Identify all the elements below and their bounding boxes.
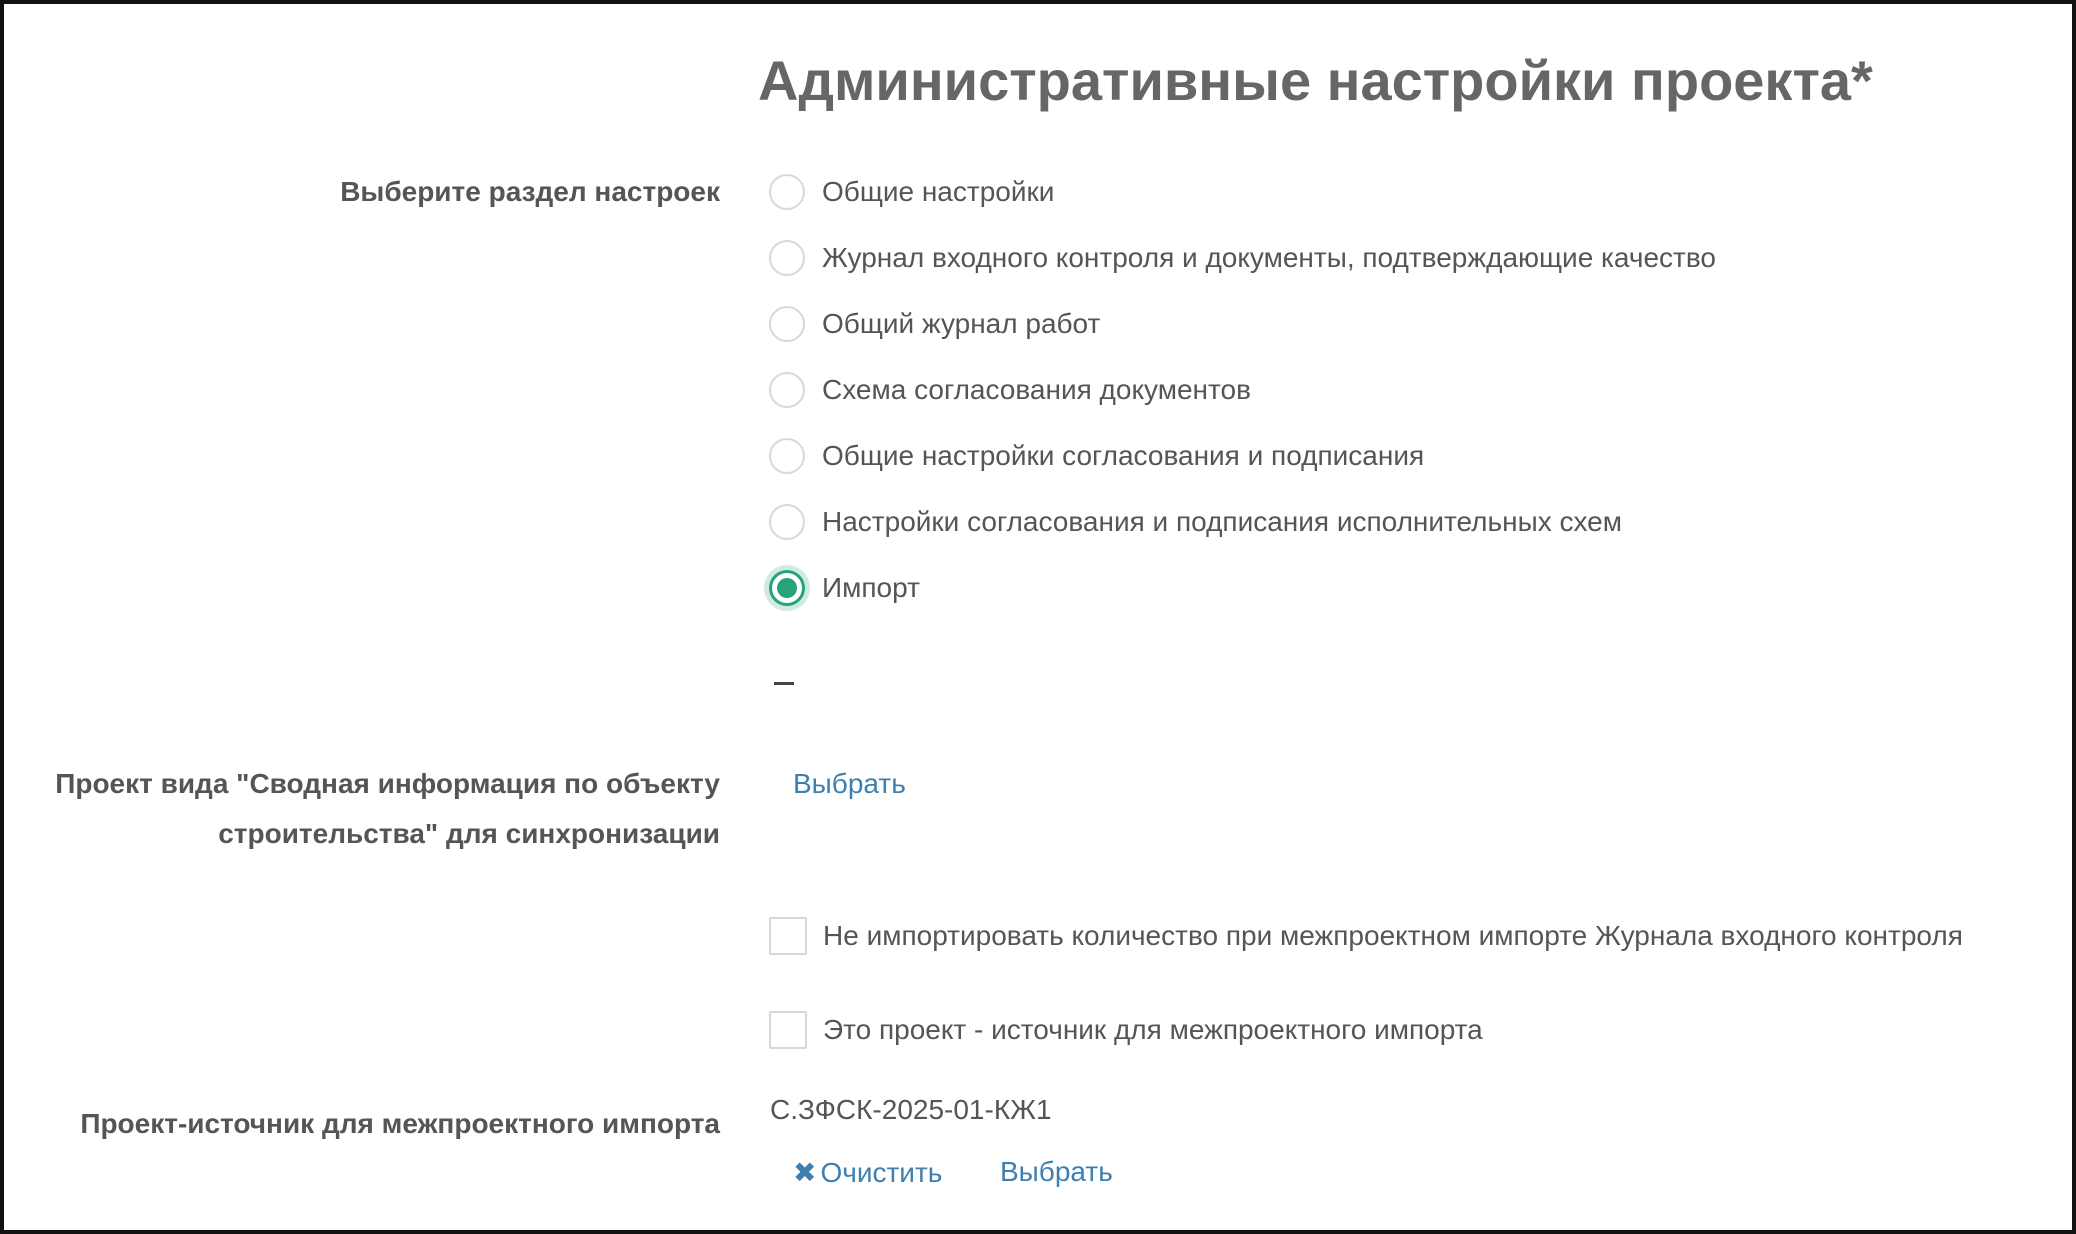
no-quantity-import-label: Не импортировать количество при межпроектном импорте Журнала входного контроля	[823, 920, 1963, 951]
radio-option-label: Импорт	[822, 572, 920, 603]
radio-button[interactable]	[769, 306, 805, 342]
radio-button[interactable]	[769, 240, 805, 276]
sync-project-label-line1: Проект вида "Сводная информация по объекту	[55, 768, 720, 799]
source-project-checkbox-label: Это проект - источник для межпроектного импорта	[823, 1014, 1483, 1045]
radio-option-label: Общий журнал работ	[822, 308, 1101, 339]
radio-option-label: Общие настройки	[822, 176, 1055, 207]
source-project-value: С.ЗФСК-2025-01-КЖ1	[770, 1094, 1052, 1125]
close-icon: ✖	[793, 1157, 817, 1188]
radio-button[interactable]	[769, 504, 805, 540]
no-quantity-import-checkbox[interactable]	[769, 917, 807, 955]
radio-option-label: Схема согласования документов	[822, 374, 1251, 405]
radio-option-import[interactable]	[769, 566, 920, 610]
radio-button-selected[interactable]	[769, 570, 805, 606]
radio-option-general[interactable]	[769, 170, 1054, 214]
page-title: Административные настройки проекта*	[758, 49, 1873, 112]
source-project-checkbox[interactable]	[769, 1011, 807, 1049]
radio-option-label: Общие настройки согласования и подписания	[822, 440, 1425, 471]
radio-button[interactable]	[769, 438, 805, 474]
radio-option-input-control-journal[interactable]	[769, 236, 1716, 280]
radio-option-label: Журнал входного контроля и документы, подтверждающие качество	[822, 242, 1716, 273]
sync-project-label-line2: строительства" для синхронизации	[218, 818, 720, 849]
source-project-select-link[interactable]: Выбрать	[1000, 1156, 1113, 1187]
radio-option-executive-schemes-signing[interactable]	[769, 500, 1622, 544]
clear-link-label: Очистить	[820, 1157, 943, 1188]
collapse-toggle[interactable]	[774, 682, 794, 685]
radio-button[interactable]	[769, 372, 805, 408]
clear-link[interactable]	[793, 1156, 942, 1189]
section-selector-label: Выберите раздел настроек	[340, 176, 720, 207]
source-project-option[interactable]	[769, 1010, 1483, 1050]
radio-option-general-work-journal[interactable]	[769, 302, 1100, 346]
source-project-label: Проект-источник для межпроектного импорта	[80, 1108, 720, 1139]
radio-button[interactable]	[769, 174, 805, 210]
radio-option-approval-scheme[interactable]	[769, 368, 1251, 412]
radio-option-label: Настройки согласования и подписания исполнительных схем	[822, 506, 1622, 537]
sync-project-select-link[interactable]: Выбрать	[793, 768, 906, 799]
no-quantity-import-option[interactable]	[769, 916, 1963, 956]
radio-option-approval-signing-general[interactable]	[769, 434, 1424, 478]
